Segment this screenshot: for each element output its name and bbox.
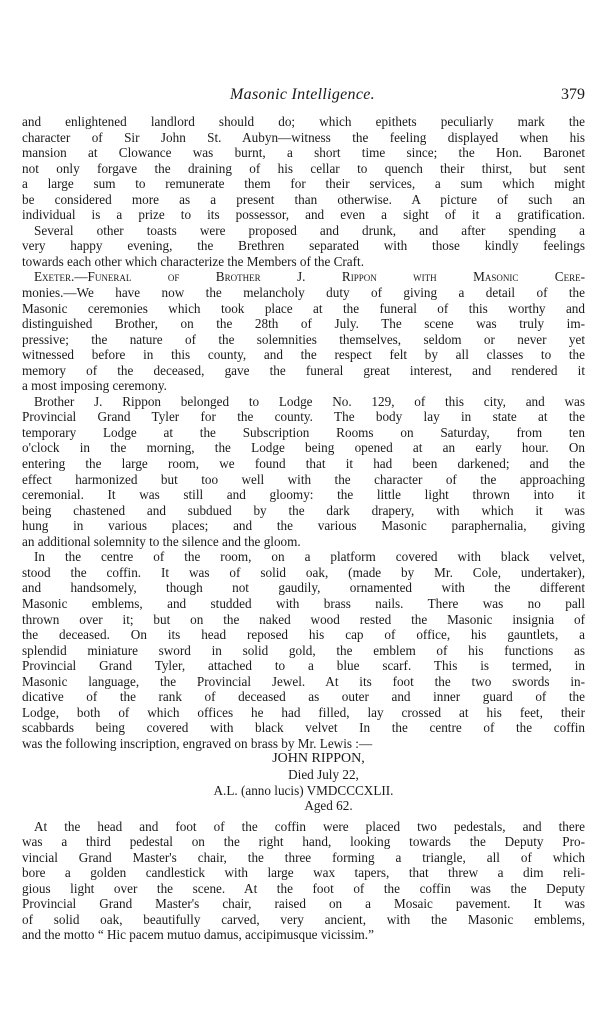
section-heading-line: Exeter.—Funeral of Brother J. Rippon with Masonic Cere-	[34, 269, 585, 285]
text-line: a large sum to remunerate them for their services, a sum which might	[22, 176, 585, 192]
text-line: Masonic ceremonies which took place at the funeral of this worthy and	[22, 300, 585, 316]
text-line: witnessed before in this county, and the respect felt by all classes to the	[22, 347, 585, 363]
paragraph	[22, 819, 585, 943]
text-line: character of Sir John St. Aubyn—witness the feeling displayed when his	[22, 129, 585, 145]
text-line: was the following inscription, engraved on brass by Mr. Lewis :—	[22, 735, 373, 751]
text-line: splendid miniature sword in solid gold, the emblem of his functions as	[22, 642, 585, 658]
text-line: bore a golden candlestick with large wax tapers, that threw a dim reli-	[22, 865, 585, 881]
text-line: vincial Grand Master's chair, the three forming a triangle, all of which	[22, 849, 585, 865]
inscription-line: A.L. (anno lucis) VMDCCCXLII.	[213, 782, 394, 798]
text-line: In the centre of the room, on a platform covered with black velvet,	[34, 549, 585, 565]
text-line: ceremonial. It was still and gloomy: the little light thrown into it	[22, 487, 585, 503]
text-line: Brother J. Rippon belonged to Lodge No. 129, of this city, and was	[34, 393, 585, 409]
text-line: be considered more as a present than otherwise. A picture of such an	[22, 191, 585, 207]
text-line: stood the coffin. It was of solid oak, (made by Mr. Cole, undertaker),	[22, 564, 585, 580]
paragraph	[22, 394, 585, 549]
text-line: and the motto “ Hic pacem mutuo damus, accipimusque vicissim.”	[22, 927, 374, 943]
text-line: very happy evening, the Brethren separated with those kindly feelings	[22, 238, 585, 254]
text-line: gious light over the scene. At the foot of the coffin was the Deputy	[22, 880, 585, 896]
text-line: a most imposing ceremony.	[22, 378, 167, 394]
text-line: At the head and foot of the coffin were placed two pedestals, and there	[34, 818, 585, 834]
running-title: Masonic Intelligence.	[230, 86, 375, 103]
text-line: Lodge, both of which offices he had filled, lay crossed at his feet, their	[22, 704, 585, 720]
text-line: and enlightened landlord should do; which epithets peculiarly mark the	[22, 114, 585, 129]
inscription-line: JOHN RIPPON,	[272, 751, 365, 767]
text-line: Provincial Grand Tyler, attached to a blue scarf. This is termed, in	[22, 658, 585, 674]
text-line: Masonic language, the Provincial Jewel. At its foot the two swords in-	[22, 673, 585, 689]
text-line: thrown over it; but on the naked wood rested the Masonic insignia of	[22, 611, 585, 627]
text-line: entering the large room, we found that it had been darkened; and the	[22, 456, 585, 472]
text-line: memory of the deceased, gave the funeral great interest, and rendered it	[22, 362, 585, 378]
text-line: temporary Lodge at the Subscription Rooms on Saturday, from ten	[22, 424, 585, 440]
text-line: was a third pedestal on the right hand, looking towards the Deputy Pro-	[22, 834, 585, 850]
text-line: being chastened and subdued by the dark drapery, with which it was	[22, 502, 585, 518]
text-line: hung in various places; and the various Masonic paraphernalia, giving	[22, 518, 585, 534]
paragraph	[22, 269, 585, 393]
text-line: pressive; the nature of the solemnities themselves, seldom or never yet	[22, 331, 585, 347]
text-line: Several other toasts were proposed and drunk, and after spending a	[34, 222, 585, 238]
text-line: Masonic emblems, and studded with brass nails. There was no pall	[22, 595, 585, 611]
text-line: of solid oak, beautifully carved, very ancient, with the Masonic emblems,	[22, 911, 585, 927]
text-line: Provincial Grand Master's chair, raised on a Mosaic pavement. It was	[22, 896, 585, 912]
body-text	[22, 114, 585, 943]
text-line: Provincial Grand Tyler for the county. The body lay in state at the	[22, 409, 585, 425]
text-line: the deceased. On its head reposed his cap of office, his gauntlets, a	[22, 627, 585, 643]
inscription-line: Died July 22,	[288, 766, 359, 782]
text-line: monies.—We have now the melancholy duty of giving a detail of the	[22, 285, 585, 301]
inscription-block	[22, 751, 585, 813]
text-line: effect harmonized but too well with the character of the approaching	[22, 471, 585, 487]
text-line: not only forgave the draining of his cellar to quench their thirst, but sent	[22, 160, 585, 176]
text-line: towards each other which characterize the Members of the Craft.	[22, 253, 364, 269]
text-line: individual is a prize to its possessor, and even a sight of it a gratification.	[22, 207, 585, 223]
text-line: dicative of the rank of deceased as outer and inner guard of the	[22, 689, 585, 705]
paragraph	[22, 223, 585, 270]
paragraph	[22, 114, 585, 223]
text-line: an additional solemnity to the silence and the gloom.	[22, 533, 301, 549]
inscription-line: Aged 62.	[304, 798, 353, 814]
text-line: mansion at Clowance was burnt, a short time since; the Hon. Baronet	[22, 145, 585, 161]
page-header	[20, 86, 585, 108]
text-line: distinguished Brother, on the 28th of July. The scene was truly im-	[22, 316, 585, 332]
text-line: and handsomely, though not gaudily, ornamented with the different	[22, 580, 585, 596]
page-number: 379	[561, 86, 585, 103]
paragraph	[22, 549, 585, 751]
text-line: scabbards being covered with black velvet In the centre of the coffin	[22, 720, 585, 736]
text-line: o'clock in the morning, the Lodge being opened at an early hour. On	[22, 440, 585, 456]
